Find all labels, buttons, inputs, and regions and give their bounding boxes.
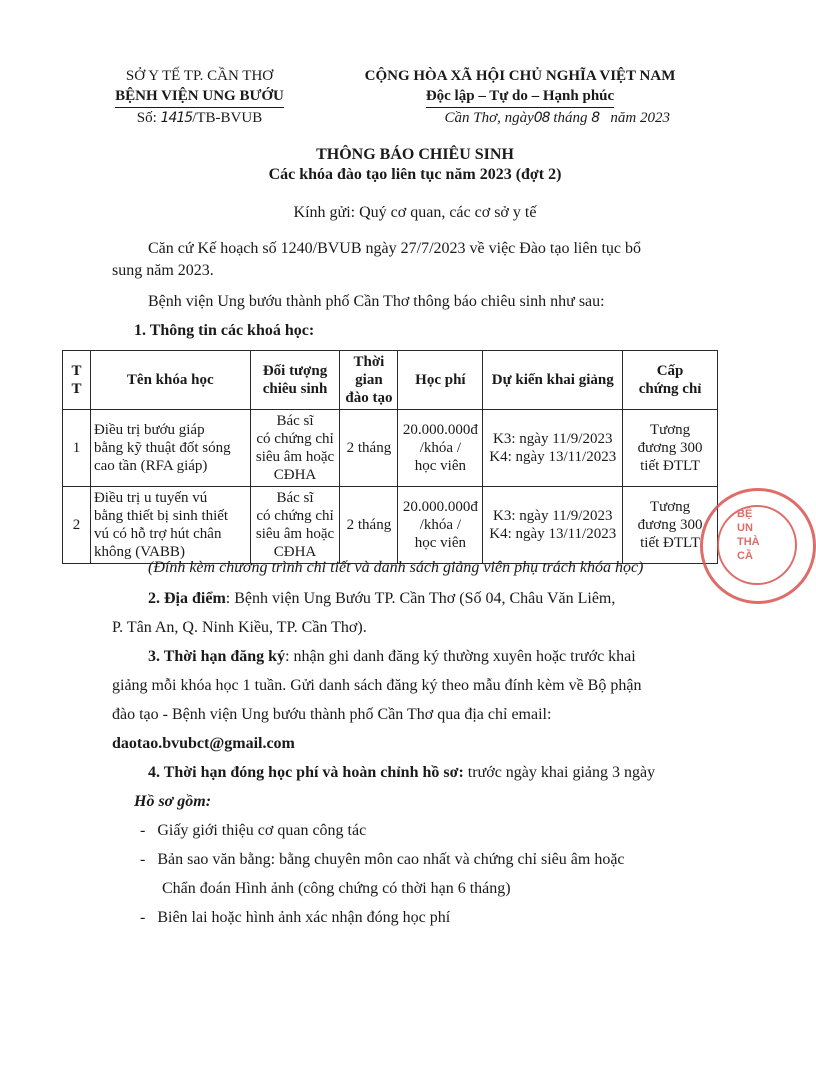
cell-start: K3: ngày 11/9/2023 K4: ngày 13/11/2023 bbox=[483, 487, 623, 564]
national-motto: Độc lập – Tự do – Hạnh phúc bbox=[340, 86, 700, 108]
header-duration: Thời gian đào tạo bbox=[340, 351, 398, 410]
cell-fee: 20.000.000đ /khóa / học viên bbox=[398, 410, 483, 487]
cell-tt: 1 bbox=[63, 410, 91, 487]
paragraph-basis-line2: sung năm 2023. bbox=[112, 262, 214, 279]
notice-title: THÔNG BÁO CHIÊU SINH bbox=[316, 146, 514, 163]
table-note: (Đính kèm chương trình chi tiết và danh sách giảng viên phụ trách khóa học) bbox=[148, 559, 644, 576]
cell-tt: 2 bbox=[63, 487, 91, 564]
paragraph-basis-line1: Căn cứ Kế hoạch số 1240/BVUB ngày 27/7/2023 về việc Đào tạo liên tục bổ bbox=[148, 240, 642, 257]
issuer-block bbox=[92, 66, 307, 128]
cell-certificate: Tương đương 300 tiết ĐTLT bbox=[623, 410, 718, 487]
cell-course-name: Điều trị u tuyến vú bằng thiết bị sinh thiết vú có hỗ trợ hút chân không (VABB) bbox=[90, 487, 250, 564]
table-header-row bbox=[63, 351, 718, 410]
section-3-line2: giảng mỗi khóa học 1 tuần. Gửi danh sách đăng ký theo mẫu đính kèm về Bộ phận bbox=[112, 677, 642, 694]
issuer-department: SỞ Y TẾ TP. CẦN THƠ bbox=[125, 68, 274, 84]
document-number: Số: 1415/TB-BVUB bbox=[136, 110, 263, 126]
dossier-title: Hồ sơ gồm: bbox=[134, 793, 212, 810]
header-target: Đối tượng chiêu sinh bbox=[250, 351, 340, 410]
cell-duration: 2 tháng bbox=[340, 410, 398, 487]
cell-course-name: Điều trị bướu giáp bằng kỹ thuật đốt sóng cao tần (RFA giáp) bbox=[90, 410, 250, 487]
dossier-item-continuation: Chẩn đoán Hình ảnh (công chứng có thời hạn 6 tháng) bbox=[162, 880, 511, 897]
table-row bbox=[63, 410, 718, 487]
issuer-hospital: BỆNH VIỆN UNG BƯỚU bbox=[92, 86, 307, 108]
cell-target: Bác sĩ có chứng chỉ siêu âm hoặc CĐHA bbox=[250, 410, 340, 487]
official-stamp bbox=[700, 488, 816, 604]
notice-subtitle: Các khóa đào tạo liên tục năm 2023 (đợt 2) bbox=[268, 166, 562, 183]
section-4-line1: 4. Thời hạn đóng học phí và hoàn chỉnh hồ sơ: trước ngày khai giảng 3 ngày bbox=[148, 764, 656, 781]
section-3-line1: 3. Thời hạn đăng ký: nhận ghi danh đăng ký thường xuyên hoặc trước khai bbox=[148, 648, 636, 665]
header-start: Dự kiến khai giảng bbox=[483, 351, 623, 410]
contact-email: daotao.bvubct@gmail.com bbox=[112, 735, 295, 752]
cell-certificate: Tương đương 300 tiết ĐTLT bbox=[623, 487, 718, 564]
national-header bbox=[340, 66, 700, 128]
issue-date: Cần Thơ, ngày08 tháng 8 năm 2023 bbox=[444, 110, 670, 126]
dossier-item: - Biên lai hoặc hình ảnh xác nhận đóng học phí bbox=[140, 909, 451, 926]
cell-fee: 20.000.000đ /khóa / học viên bbox=[398, 487, 483, 564]
cell-target: Bác sĩ có chứng chỉ siêu âm hoặc CĐHA bbox=[250, 487, 340, 564]
dossier-item: - Bản sao văn bằng: bằng chuyên môn cao nhất và chứng chỉ siêu âm hoặc bbox=[140, 851, 625, 868]
header-course-name: Tên khóa học bbox=[90, 351, 250, 410]
document-number-handwritten: 1415 bbox=[160, 110, 193, 126]
greeting: Kính gửi: Quý cơ quan, các cơ sở y tế bbox=[293, 204, 537, 221]
section-3-line3: đào tạo - Bệnh viện Ung bướu thành phố Cần Thơ qua địa chỉ email: bbox=[112, 706, 552, 723]
national-title: CỘNG HÒA XÃ HỘI CHỦ NGHĨA VIỆT NAM bbox=[364, 68, 676, 84]
section-2-line1: 2. Địa điểm: Bệnh viện Ung Bướu TP. Cần Thơ (Số 04, Châu Văn Liêm, bbox=[148, 590, 616, 607]
header-tt: T T bbox=[63, 351, 91, 410]
dossier-item: - Giấy giới thiệu cơ quan công tác bbox=[140, 822, 367, 839]
cell-duration: 2 tháng bbox=[340, 487, 398, 564]
cell-start: K3: ngày 11/9/2023 K4: ngày 13/11/2023 bbox=[483, 410, 623, 487]
section-2-line2: P. Tân An, Q. Ninh Kiều, TP. Cần Thơ). bbox=[112, 619, 367, 636]
table-row bbox=[63, 487, 718, 564]
day-handwritten: 08 bbox=[533, 110, 550, 126]
stamp-text: BỆ UN THÀ CẦ bbox=[737, 508, 760, 562]
header-fee: Học phí bbox=[398, 351, 483, 410]
courses-table bbox=[62, 350, 718, 564]
header-certificate: Cấp chứng chỉ bbox=[623, 351, 718, 410]
section-1-heading: 1. Thông tin các khoá học: bbox=[134, 322, 315, 339]
month-handwritten: 8 bbox=[591, 110, 600, 126]
paragraph-intro: Bệnh viện Ung bướu thành phố Cần Thơ thông báo chiêu sinh như sau: bbox=[148, 293, 605, 310]
